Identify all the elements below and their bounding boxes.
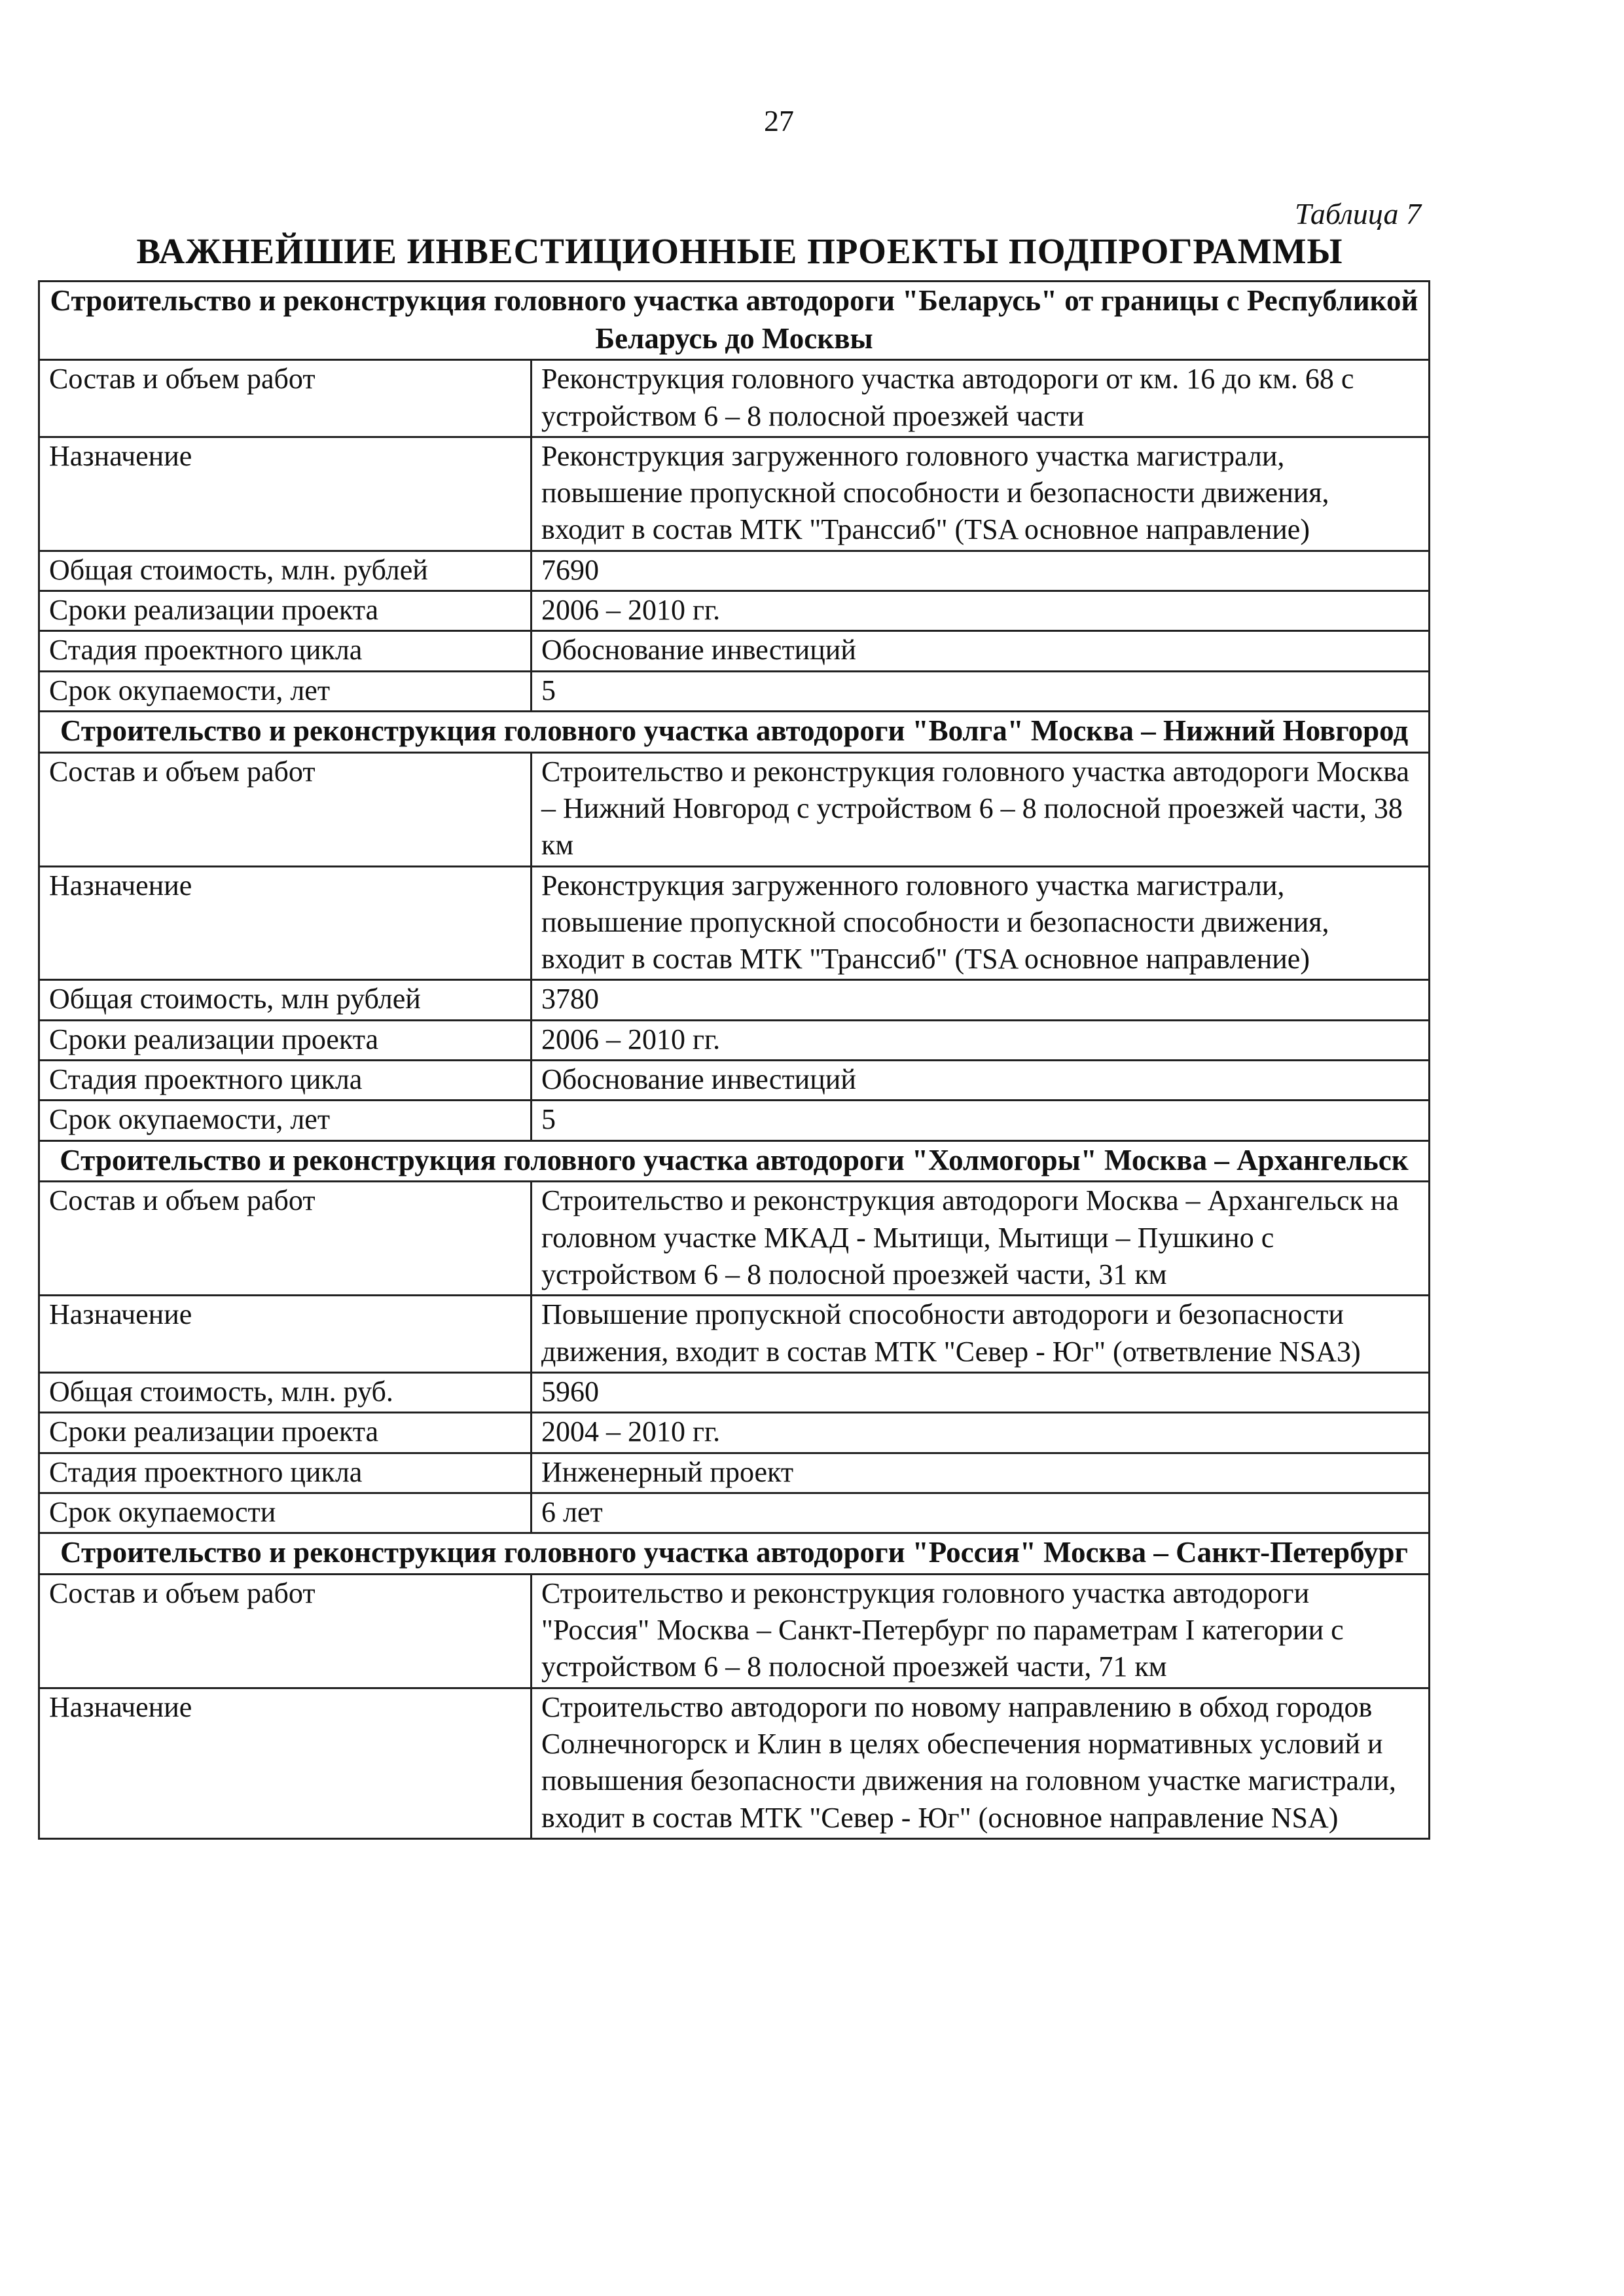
table-row: [39, 1372, 1430, 1412]
project-header-row: [39, 1140, 1430, 1182]
table-row: [39, 1453, 1430, 1493]
table-row: [39, 1061, 1430, 1101]
table-row: [39, 1101, 1430, 1140]
field-value: Реконструкция загруженного головного участка магистрали, повышение пропускной способности и безопасности движения, входит в состав МТК "Транссиб" (TSA основное направление): [532, 437, 1430, 551]
field-value: Строительство и реконструкция головного участка автодороги Москва – Нижний Новгород с устройством 6 – 8 полосной проезжей части, 38 км: [532, 752, 1430, 866]
investment-projects-table: [38, 280, 1430, 1840]
field-label: Общая стоимость, млн рублей: [39, 980, 532, 1020]
table-row: [39, 1574, 1430, 1688]
table-row: [39, 1182, 1430, 1296]
field-label: Стадия проектного цикла: [39, 1061, 532, 1101]
table-row: [39, 980, 1430, 1020]
field-label: Сроки реализации проекта: [39, 591, 532, 631]
project-header: Строительство и реконструкция головного участка автодороги "Беларусь" от границы с Республикой Беларусь до Москвы: [39, 282, 1430, 360]
field-value: 5960: [532, 1372, 1430, 1412]
page-number: 27: [764, 104, 794, 137]
table-row: [39, 591, 1430, 631]
field-label: Срок окупаемости, лет: [39, 1101, 532, 1140]
field-label: Назначение: [39, 866, 532, 980]
field-label: Состав и объем работ: [39, 1182, 532, 1296]
field-value: Инженерный проект: [532, 1453, 1430, 1493]
table-row: [39, 866, 1430, 980]
table-row: [39, 551, 1430, 591]
field-label: Сроки реализации проекта: [39, 1413, 532, 1453]
table-row: [39, 1493, 1430, 1533]
field-value: 2004 – 2010 гг.: [532, 1413, 1430, 1453]
field-value: 5: [532, 1101, 1430, 1140]
field-label: Общая стоимость, млн. рублей: [39, 551, 532, 591]
table-row: [39, 752, 1430, 866]
field-label: Состав и объем работ: [39, 360, 532, 437]
field-label: Срок окупаемости: [39, 1493, 532, 1533]
project-header-row: [39, 712, 1430, 753]
document-title: ВАЖНЕЙШИЕ ИНВЕСТИЦИОННЫЕ ПРОЕКТЫ ПОДПРОГРАММЫ: [136, 231, 1343, 271]
table-row: [39, 1688, 1430, 1838]
field-label: Состав и объем работ: [39, 1574, 532, 1688]
field-value: 3780: [532, 980, 1430, 1020]
field-label: Состав и объем работ: [39, 752, 532, 866]
field-label: Назначение: [39, 1688, 532, 1838]
field-value: 7690: [532, 551, 1430, 591]
field-value: Обоснование инвестиций: [532, 631, 1430, 671]
field-value: 2006 – 2010 гг.: [532, 591, 1430, 631]
field-value: Строительство автодороги по новому направлению в обход городов Солнечногорск и Клин в целях обеспечения нормативных условий и повышения безопасности движения на головном участке магистрали, входит в состав МТК "Север - Юг" (основное направление NSA): [532, 1688, 1430, 1838]
field-value: Реконструкция головного участка автодороги от км. 16 до км. 68 с устройством 6 – 8 полосной проезжей части: [532, 360, 1430, 437]
table-label: Таблица 7: [1294, 197, 1421, 230]
table-row: [39, 671, 1430, 711]
field-value: Строительство и реконструкция автодороги Москва – Архангельск на головном участке МКАД - Мытищи, Мытищи – Пушкино с устройством 6 – 8 полосной проезжей части, 31 км: [532, 1182, 1430, 1296]
field-value: 5: [532, 671, 1430, 711]
project-header-row: [39, 282, 1430, 360]
field-value: Повышение пропускной способности автодороги и безопасности движения, входит в состав МТК "Север - Юг" (ответвление NSA3): [532, 1296, 1430, 1373]
project-header: Строительство и реконструкция головного участка автодороги "Холмогоры" Москва – Архангельск: [39, 1140, 1430, 1182]
table-row: [39, 1413, 1430, 1453]
field-label: Стадия проектного цикла: [39, 631, 532, 671]
table-row: [39, 360, 1430, 437]
project-header-row: [39, 1533, 1430, 1575]
project-header: Строительство и реконструкция головного участка автодороги "Волга" Москва – Нижний Новгород: [39, 712, 1430, 753]
field-label: Сроки реализации проекта: [39, 1020, 532, 1060]
table-row: [39, 1296, 1430, 1373]
field-value: Реконструкция загруженного головного участка магистрали, повышение пропускной способности и безопасности движения, входит в состав МТК "Транссиб" (TSA основное направление): [532, 866, 1430, 980]
field-label: Общая стоимость, млн. руб.: [39, 1372, 532, 1412]
field-value: 2006 – 2010 гг.: [532, 1020, 1430, 1060]
table-row: [39, 437, 1430, 551]
field-label: Срок окупаемости, лет: [39, 671, 532, 711]
field-value: Строительство и реконструкция головного участка автодороги "Россия" Москва – Санкт-Петербург по параметрам I категории с устройством 6 – 8 полосной проезжей части, 71 км: [532, 1574, 1430, 1688]
field-label: Назначение: [39, 1296, 532, 1373]
field-label: Стадия проектного цикла: [39, 1453, 532, 1493]
project-header: Строительство и реконструкция головного участка автодороги "Россия" Москва – Санкт-Петербург: [39, 1533, 1430, 1575]
field-value: 6 лет: [532, 1493, 1430, 1533]
table-row: [39, 631, 1430, 671]
table-row: [39, 1020, 1430, 1060]
field-label: Назначение: [39, 437, 532, 551]
field-value: Обоснование инвестиций: [532, 1061, 1430, 1101]
